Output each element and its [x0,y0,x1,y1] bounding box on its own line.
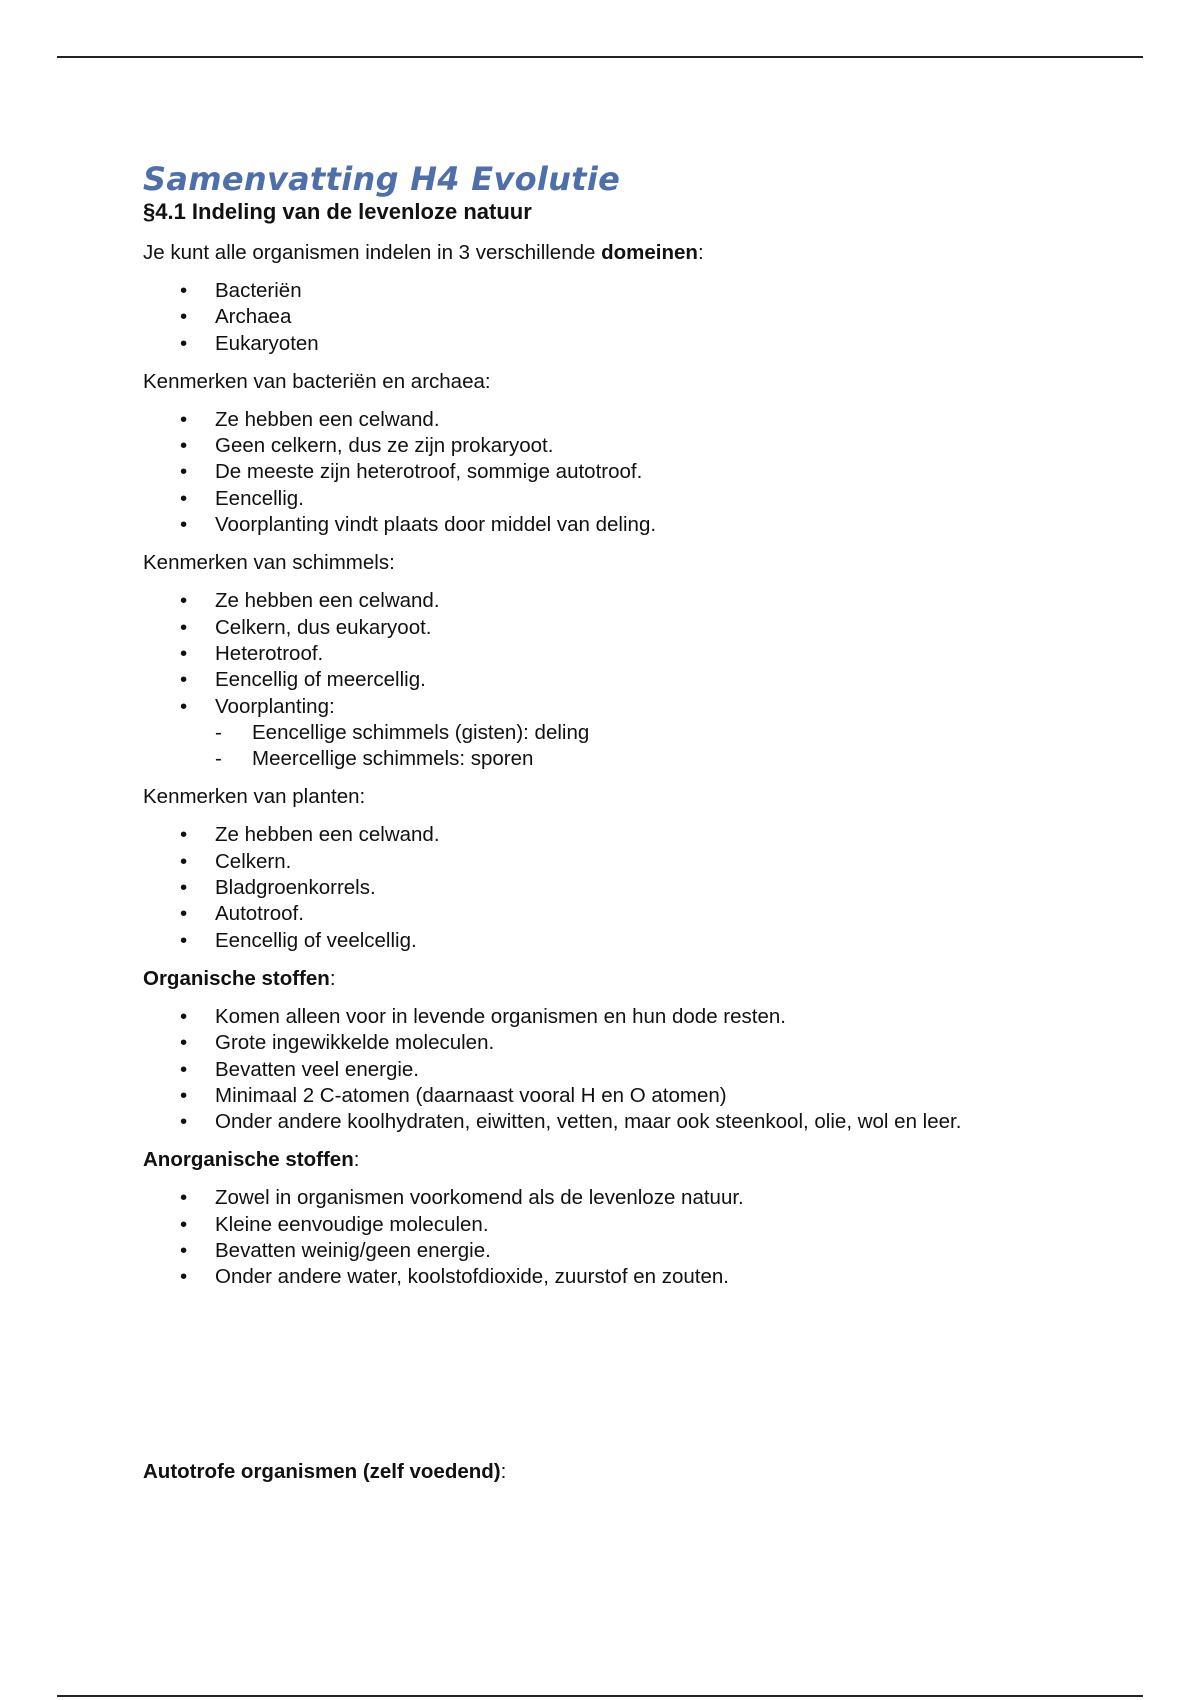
bullet-icon: • [180,460,188,484]
list-item [143,641,1143,667]
bullet-icon: • [180,876,188,900]
list-item-text: Ze hebben een celwand. [215,407,440,431]
list-item [143,588,1143,614]
list-item [143,901,1143,927]
organic-list [143,1004,1143,1135]
list-item-text: Bacteriën [215,279,302,302]
list-item [143,407,1143,433]
bullet-icon: • [180,615,188,639]
list-item [143,1004,1143,1030]
bullet-icon: • [180,1212,188,1236]
list-item [143,822,1143,848]
list-item-text: Celkern. [215,849,292,873]
list-item-text: Bevatten weinig/geen energie. [215,1239,491,1263]
list-item-text: Zowel in organismen voorkomend als de levenloze natuur. [215,1186,744,1210]
bullet-icon: • [180,434,188,458]
autotrophic-heading-colon: : [500,1459,507,1483]
bullet-icon: • [180,641,188,665]
list-item-text: Bevatten veel energie. [215,1057,419,1081]
intro-paragraph [143,240,1143,266]
bullet-icon: • [180,1083,188,1107]
fungi-sub-list [215,720,1143,773]
list-item-text: Archaea [215,305,292,329]
list-item-text: Onder andere koolhydraten, eiwitten, vetten, maar ook steenkool, olie, wol en leer. [215,1110,962,1134]
list-item-text: Eencellig. [215,486,304,510]
list-item [143,304,1143,330]
list-item [143,1030,1143,1056]
inorganic-list [143,1185,1143,1290]
inorganic-heading-colon: : [353,1148,360,1172]
bullet-icon: • [180,513,188,537]
page-bottom-rule [57,1695,1143,1697]
list-item-text: Eencellig of veelcellig. [215,928,417,952]
dash-icon: - [215,747,222,771]
fungi-list [143,588,1143,772]
bullet-icon: • [180,1110,188,1134]
list-item-text: Eukaryoten [215,331,319,355]
list-item [143,1057,1143,1083]
list-item [143,278,1143,304]
autotrophic-heading [143,1459,1143,1485]
bullet-icon: • [180,1265,188,1289]
sub-list-item-text: Meercellige schimmels: sporen [252,747,534,771]
list-item [143,433,1143,459]
organic-heading-colon: : [329,966,336,990]
bullet-icon: • [180,1031,188,1055]
list-item [143,1238,1143,1264]
inorganic-heading [143,1147,1143,1173]
bullet-icon: • [180,1186,188,1210]
list-item [143,512,1143,538]
list-item-text: Komen alleen voor in levende organismen en hun dode resten. [215,1004,786,1028]
bullet-icon: • [180,331,188,355]
dash-icon: - [215,720,222,744]
list-item-text: Heterotroof. [215,641,324,665]
list-item-text: Kleine eenvoudige moleculen. [215,1212,489,1236]
intro-colon: : [697,241,704,264]
list-item-text: Voorplanting vindt plaats door middel van deling. [215,513,657,537]
list-item-text: De meeste zijn heterotroof, sommige autotroof. [215,460,643,484]
bullet-icon: • [180,1057,188,1081]
fungi-heading: Kenmerken van schimmels: [143,551,395,575]
page-top-rule [57,56,1143,58]
plants-heading: Kenmerken van planten: [143,785,366,809]
intro-bold-term: domeinen [601,241,698,264]
bullet-icon: • [180,928,188,952]
autotrophic-heading-bold: Autotrofe organismen (zelf voedend) [143,1459,501,1483]
list-item [143,928,1143,954]
list-item [143,486,1143,512]
list-item [143,615,1143,641]
sub-list-item [143,720,1143,746]
list-item-text: Bladgroenkorrels. [215,876,376,900]
list-item [143,1212,1143,1238]
bullet-icon: • [180,279,188,302]
bacteria-heading: Kenmerken van bacteriën en archaea: [143,369,491,393]
list-item [143,694,1143,773]
sub-list-item-text: Eencellige schimmels (gisten): deling [252,720,590,744]
plants-list [143,822,1143,953]
list-item-text: Ze hebben een celwand. [215,589,440,613]
list-item [143,1109,1143,1135]
bullet-icon: • [180,902,188,926]
list-item-text: Autotroof. [215,902,304,926]
organic-heading [143,966,1143,992]
bullet-icon: • [180,1004,188,1028]
list-item [143,459,1143,485]
list-item-text: Onder andere water, koolstofdioxide, zuurstof en zouten. [215,1265,729,1289]
list-item-text: Geen celkern, dus ze zijn prokaryoot. [215,434,554,458]
list-item-text: Minimaal 2 C-atomen (daarnaast vooral H en O atomen) [215,1083,727,1107]
intro-text: Je kunt alle organismen indelen in 3 verschillende [143,241,602,264]
list-item [143,1185,1143,1211]
bullet-icon: • [180,305,188,329]
bullet-icon: • [180,486,188,510]
list-item-text: Grote ingewikkelde moleculen. [215,1031,495,1055]
list-item-text: Celkern, dus eukaryoot. [215,615,432,639]
bullet-icon: • [180,1239,188,1263]
inorganic-heading-bold: Anorganische stoffen [143,1148,354,1172]
blank-space [143,1303,1143,1459]
list-item-text: Ze hebben een celwand. [215,823,440,847]
bullet-icon: • [180,849,188,873]
list-item [143,331,1143,357]
list-item-text: Eencellig of meercellig. [215,668,426,692]
list-item [143,1083,1143,1109]
bacteria-list [143,407,1143,538]
list-item [143,849,1143,875]
list-item-text: Voorplanting: [215,694,335,718]
document-title: Samenvatting H4 Evolutie [143,160,621,198]
document-body [143,160,1143,1497]
list-item [143,875,1143,901]
bullet-icon: • [180,668,188,692]
bullet-icon: • [180,694,188,718]
list-item [143,1264,1143,1290]
list-item [143,667,1143,693]
bullet-icon: • [180,589,188,613]
organic-heading-bold: Organische stoffen [143,966,330,990]
section-heading: §4.1 Indeling van de levenloze natuur [143,199,532,224]
bullet-icon: • [180,823,188,847]
domains-list [143,278,1143,357]
sub-list-item [143,746,1143,772]
bullet-icon: • [180,407,188,431]
